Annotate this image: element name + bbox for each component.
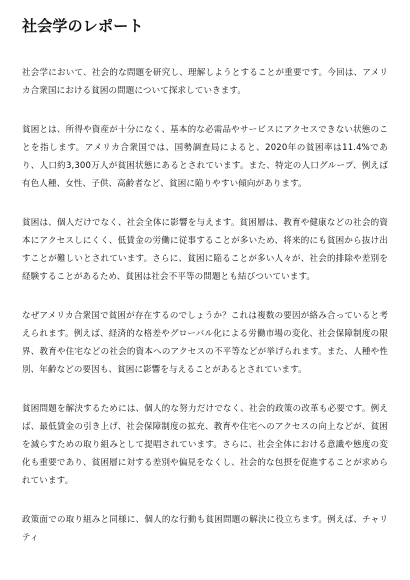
paragraph-causes: なぜアメリカ合衆国で貧困が存在するのでしょうか？これは複数の要因が絡み合っていると考えられます。例えば、経済的な格差やグローバル化による労働市場の変化、社会保障制度の限界、教育や住宅などの社会的資本へのアクセスの不平等などが挙げられます。また、人種や性別、年齢などの要因も、貧困に影響を与えることがあるとされています。 [22,311,388,375]
paragraph-individual-action: 政策面での取り組みと同様に、個人的な行動も貧困問題の解決に役立ちます。例えば、チャリティ [22,515,388,543]
paragraph-solutions: 貧困問題を解決するためには、個人的な努力だけでなく、社会的政策の改革も必要です。例えば、最低賃金の引き上げ、社会保障制度の拡充、教育や住宅へのアクセスの向上などが、貧困を減らすための取り組みとして提唱されています。さらに、社会全体における意識や態度の変化も重要であり、貧困層に対する差別や偏見をなくし、社会的な包摂を促進することが求められています。 [22,404,388,486]
paragraph-impact: 貧困は、個人だけでなく、社会全体に影響を与えます。貧困層は、教育や健康などの社会的資本にアクセスしにくく、低賃金の労働に従事することが多いため、将来的にも貧困から抜け出すことが難しいとされています。さらに、貧困に陥ることが多い人々が、社会的排除や差別を経験することがあるため、貧困は社会不平等の問題とも結びついています。 [22,218,388,282]
paragraph-definition: 貧困とは、所得や資産が十分になく、基本的な必需品やサービスにアクセスできない状態のことを指します。アメリカ合衆国では、国勢調査局によると、2020年の貧困率は11.4%であり、人口約3,300万人が貧困状態にあるとされています。また、特定の人口グループ、例えば有色人種、女性、子供、高齢者など、貧困に陥りやすい傾向があります。 [22,125,388,189]
document-title: 社会学のレポート [22,17,144,35]
paragraph-intro: 社会学において、社会的な問題を研究し、理解しようとすることが重要です。今回は、アメリカ合衆国における貧困の問題について探求していきます。 [22,68,388,96]
